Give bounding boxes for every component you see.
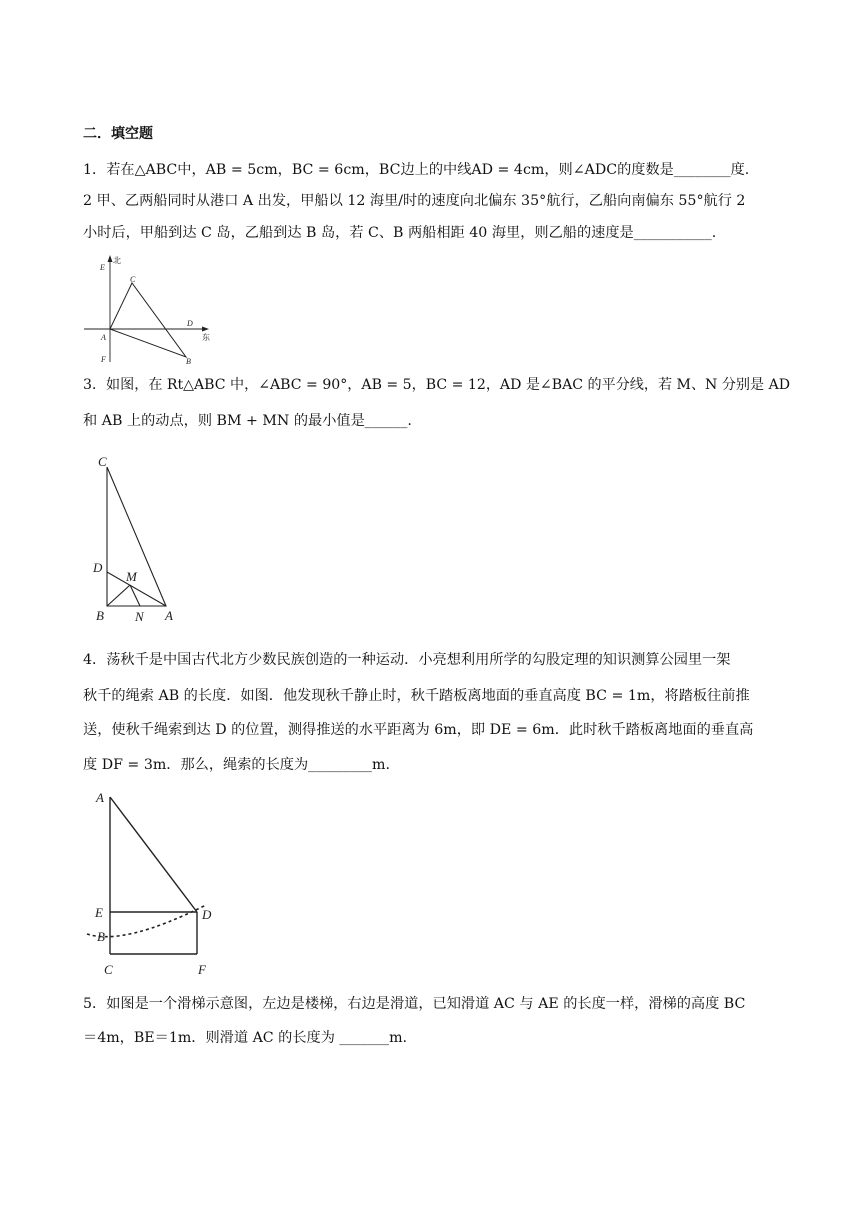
label-a: A xyxy=(101,333,106,342)
label-a: A xyxy=(96,790,104,805)
label-d: D xyxy=(93,560,103,575)
question-2-figure xyxy=(82,252,222,368)
label-b: B xyxy=(97,929,105,944)
question-2-line-1: 2 甲、乙两船同时从港口 A 出发，甲船以 12 海里/时的速度向北偏东 35°航行，乙船向南偏东 55°航行 2 xyxy=(83,193,746,209)
question-4-figure xyxy=(84,786,224,982)
question-4-line-2: 秋千的绳索 AB 的长度．如图．他发现秋千静止时，秋千踏板离地面的垂直高度 BC = 1m，将踏板往前推 xyxy=(83,688,750,704)
label-e: E xyxy=(100,263,105,272)
section-title: 二．填空题 xyxy=(83,126,153,142)
label-f: F xyxy=(198,962,206,977)
question-4-line-4: 度 DF = 3m．那么，绳索的长度为_________m. xyxy=(83,757,390,773)
label-east: 东 xyxy=(202,333,210,342)
label-a: A xyxy=(165,608,173,623)
label-c: C xyxy=(98,454,107,469)
east-arrow-icon xyxy=(202,327,209,332)
label-b: B xyxy=(96,608,104,623)
question-1-line-1: 1．若在△ABC中，AB = 5cm，BC = 6cm，BC边上的中线AD = 4cm，则∠ADC的度数是________度. xyxy=(83,162,750,178)
question-5-line-1: 5．如图是一个滑梯示意图，左边是楼梯，右边是滑道，已知滑道 AC 与 AE 的长度一样，滑梯的高度 BC xyxy=(83,996,746,1012)
label-b: B xyxy=(186,357,191,366)
question-3-figure xyxy=(88,452,188,628)
rope-ad xyxy=(110,797,197,912)
label-north: 北 xyxy=(113,256,121,265)
label-c: C xyxy=(130,275,136,284)
segment-bm xyxy=(107,585,130,606)
question-2-line-2: 小时后，甲船到达 C 岛，乙船到达 B 岛，若 C、B 两船相距 40 海里，则乙船的速度是___________. xyxy=(83,225,717,241)
label-d: D xyxy=(187,319,193,328)
triangle-abc xyxy=(107,467,166,606)
question-5-line-2: ＝4m，BE＝1m．则滑道 AC 的长度为 _______m. xyxy=(83,1030,408,1046)
question-3-line-2: 和 AB 上的动点，则 BM + MN 的最小值是______. xyxy=(83,413,412,429)
label-f: F xyxy=(101,355,106,364)
label-e: E xyxy=(95,905,103,920)
north-arrow-icon xyxy=(108,255,113,262)
question-4-line-1: 4．荡秋千是中国古代北方少数民族创造的一种运动．小亮想利用所学的勾股定理的知识测算公园里一架 xyxy=(83,652,731,668)
label-d: D xyxy=(202,907,212,922)
label-n: N xyxy=(135,609,144,624)
triangle-acb xyxy=(110,283,186,357)
question-3-line-1: 3．如图，在 Rt△ABC 中，∠ABC = 90°，AB = 5，BC = 12，AD 是∠BAC 的平分线，若 M、N 分别是 AD xyxy=(83,377,791,393)
label-c: C xyxy=(104,962,113,977)
label-m: M xyxy=(126,569,137,584)
question-4-line-3: 送，使秋千绳索到达 D 的位置，测得推送的水平距离为 6m，即 DE = 6m．此时秋千踏板离地面的垂直高 xyxy=(83,722,754,738)
